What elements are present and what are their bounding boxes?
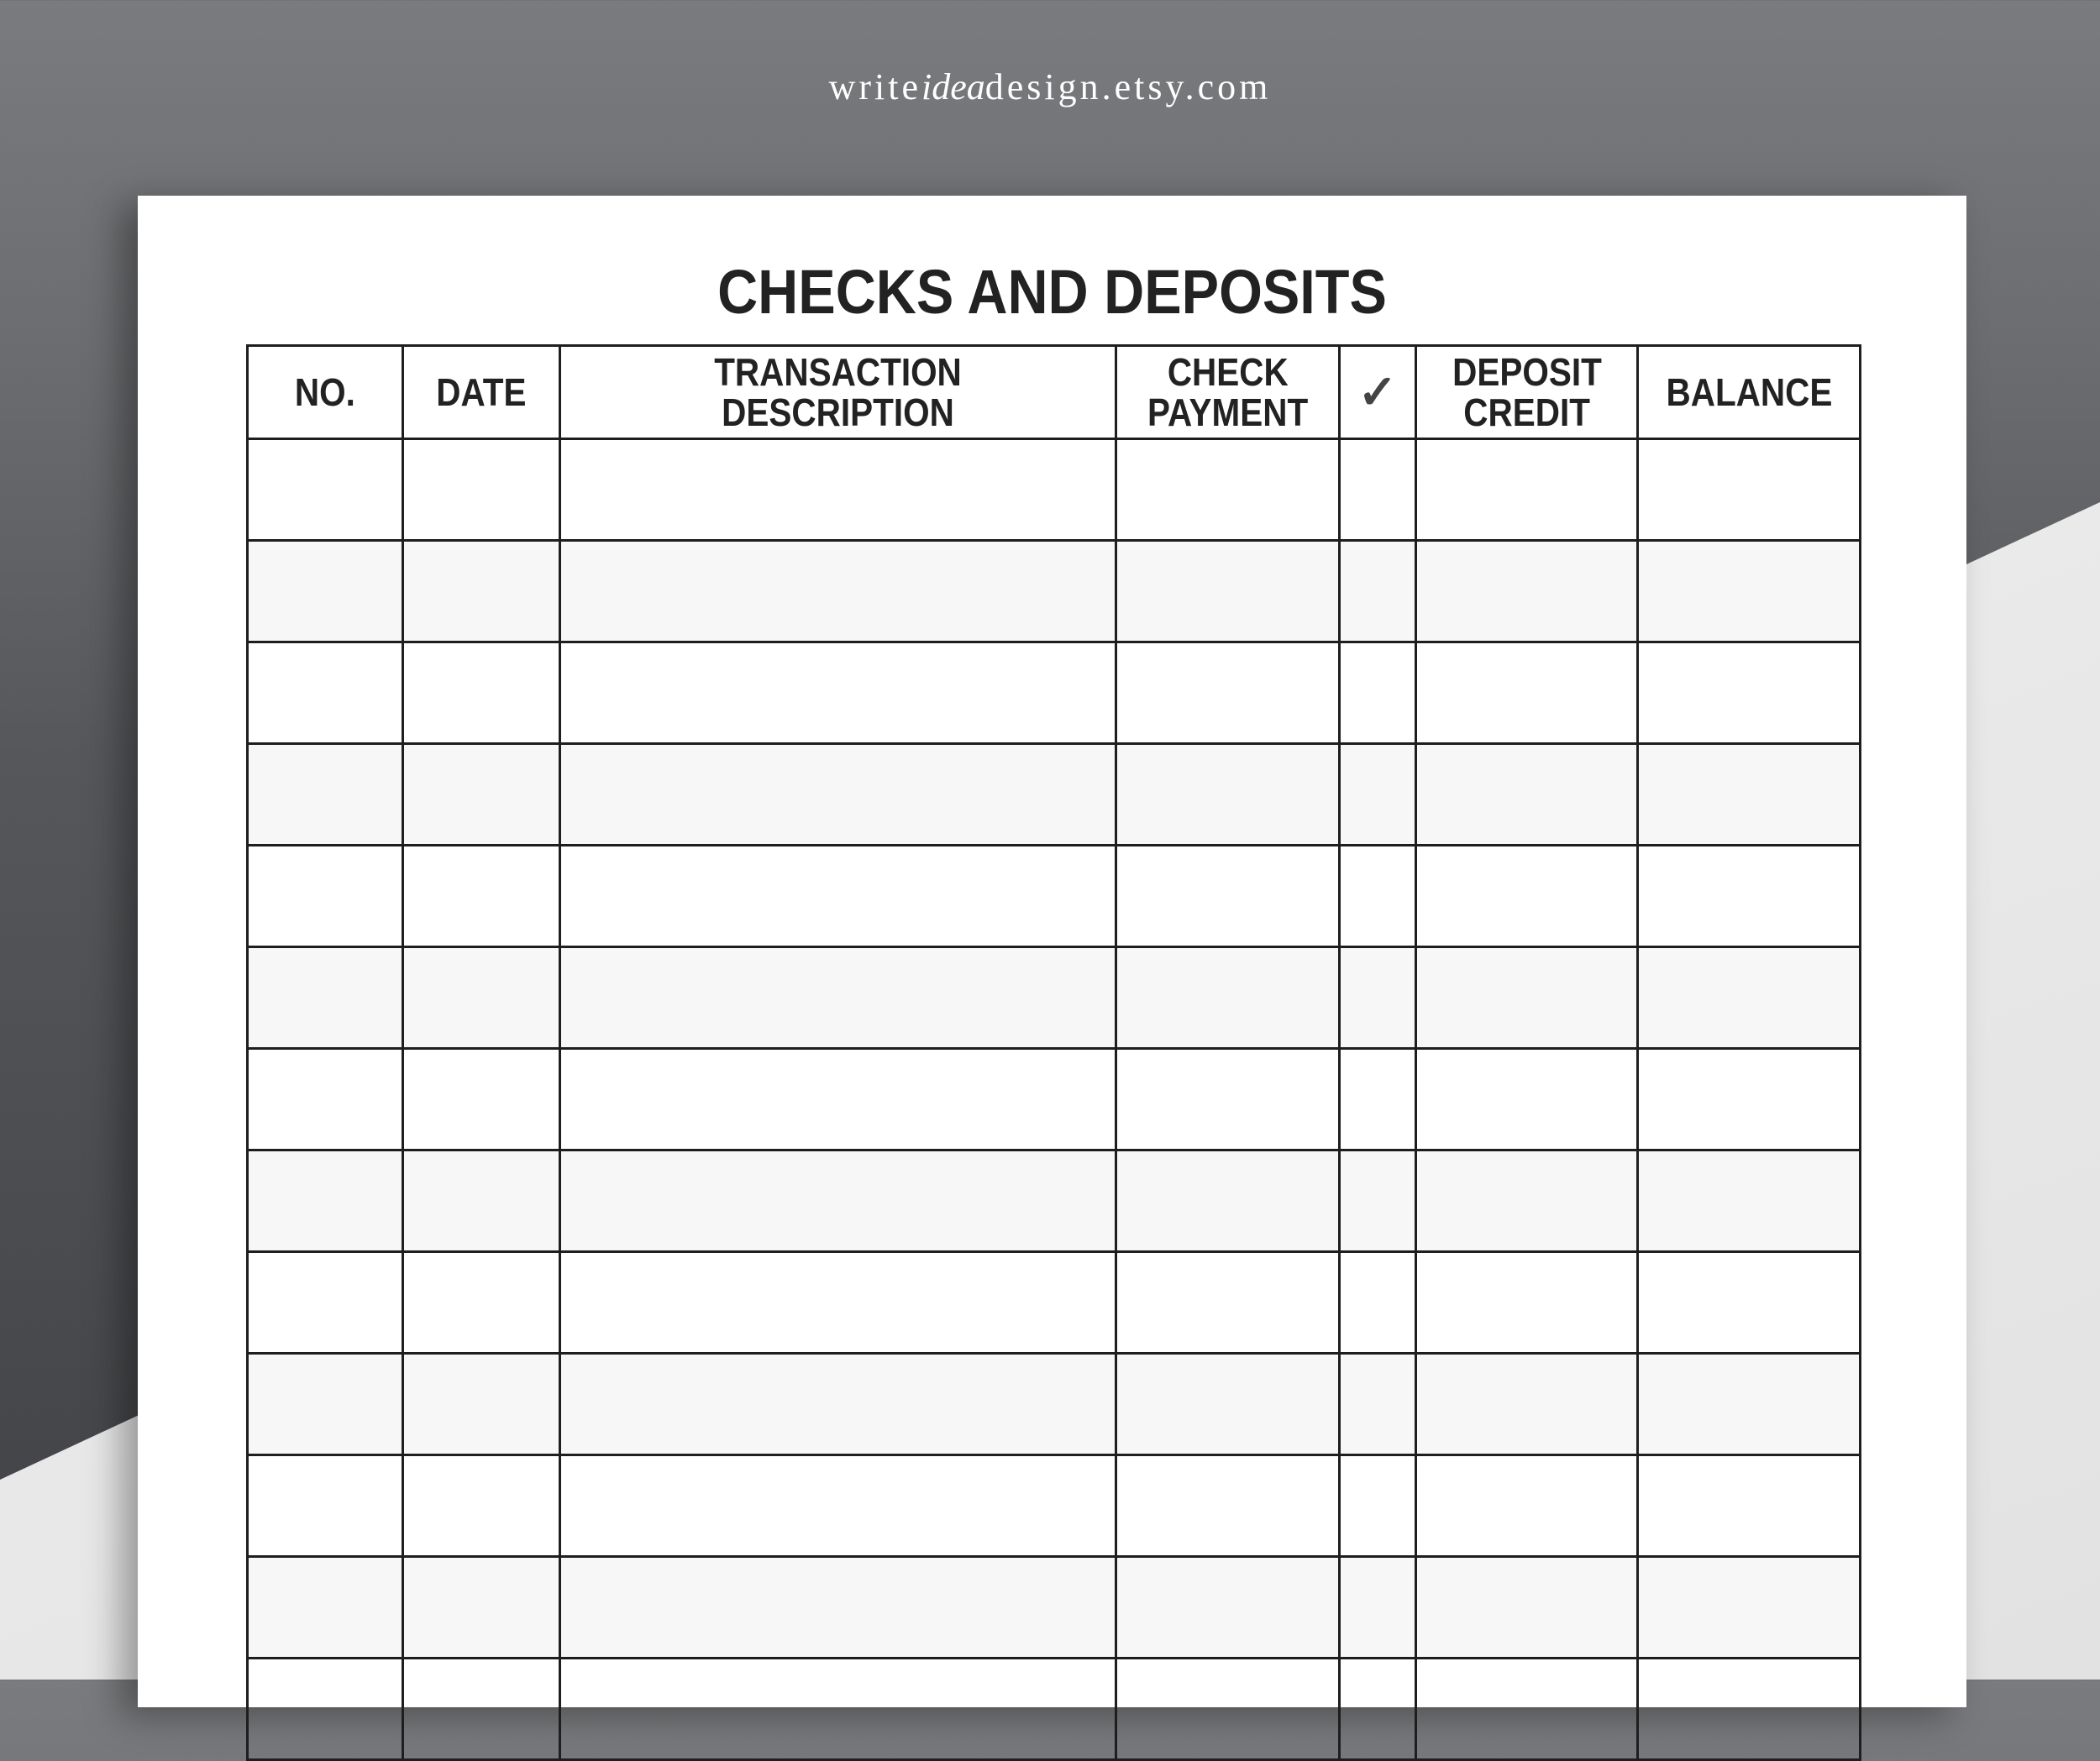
blank-cell[interactable] — [1638, 1049, 1861, 1150]
blank-cell[interactable] — [1340, 744, 1416, 846]
blank-cell[interactable] — [248, 1455, 403, 1557]
blank-cell[interactable] — [1416, 439, 1638, 541]
blank-cell[interactable] — [403, 1150, 560, 1252]
blank-cell[interactable] — [403, 947, 560, 1049]
blank-cell[interactable] — [248, 744, 403, 846]
table-row — [248, 1659, 1861, 1760]
blank-cell[interactable] — [1340, 947, 1416, 1049]
blank-cell[interactable] — [560, 1557, 1116, 1659]
header-check-payment: CHECK PAYMENT — [1116, 346, 1340, 439]
blank-cell[interactable] — [403, 439, 560, 541]
blank-cell[interactable] — [1340, 541, 1416, 642]
blank-cell[interactable] — [1416, 1557, 1638, 1659]
page-title: CHECKS AND DEPOSITS — [717, 257, 1387, 327]
blank-cell[interactable] — [1638, 642, 1861, 744]
blank-cell[interactable] — [1416, 947, 1638, 1049]
blank-cell[interactable] — [248, 1557, 403, 1659]
blank-cell[interactable] — [560, 439, 1116, 541]
blank-cell[interactable] — [1638, 1252, 1861, 1354]
blank-cell[interactable] — [1416, 744, 1638, 846]
blank-cell[interactable] — [1638, 744, 1861, 846]
blank-cell[interactable] — [403, 1252, 560, 1354]
checkmark-icon: ✓ — [1357, 364, 1398, 418]
blank-cell[interactable] — [1116, 541, 1340, 642]
blank-cell[interactable] — [1340, 846, 1416, 947]
blank-cell[interactable] — [248, 642, 403, 744]
blank-cell[interactable] — [1116, 1557, 1340, 1659]
blank-cell[interactable] — [248, 1150, 403, 1252]
header-description: TRANSACTION DESCRIPTION — [560, 346, 1116, 439]
blank-cell[interactable] — [1416, 1252, 1638, 1354]
blank-cell[interactable] — [560, 947, 1116, 1049]
blank-cell[interactable] — [1416, 1049, 1638, 1150]
blank-cell[interactable] — [560, 1455, 1116, 1557]
header-deposit-credit: DEPOSIT CREDIT — [1416, 346, 1638, 439]
blank-cell[interactable] — [1416, 1354, 1638, 1455]
blank-cell[interactable] — [1116, 1049, 1340, 1150]
blank-cell[interactable] — [1416, 846, 1638, 947]
header-balance: BALANCE — [1638, 346, 1861, 439]
blank-cell[interactable] — [403, 744, 560, 846]
blank-cell[interactable] — [1116, 846, 1340, 947]
blank-cell[interactable] — [560, 1049, 1116, 1150]
shop-logo: writeideadesign.etsy.com — [828, 66, 1272, 107]
blank-cell[interactable] — [560, 1354, 1116, 1455]
blank-cell[interactable] — [1416, 1659, 1638, 1760]
blank-cell[interactable] — [1638, 1455, 1861, 1557]
blank-cell[interactable] — [1340, 439, 1416, 541]
blank-cell[interactable] — [1340, 1659, 1416, 1760]
blank-cell[interactable] — [403, 1455, 560, 1557]
table-row — [248, 642, 1861, 744]
table-row — [248, 846, 1861, 947]
blank-cell[interactable] — [1340, 1557, 1416, 1659]
table-row — [248, 947, 1861, 1049]
blank-cell[interactable] — [1116, 1659, 1340, 1760]
header-date: DATE — [403, 346, 560, 439]
header-row — [248, 346, 1861, 439]
table-row — [248, 439, 1861, 541]
blank-cell[interactable] — [248, 1049, 403, 1150]
blank-cell[interactable] — [1340, 1252, 1416, 1354]
blank-cell[interactable] — [248, 541, 403, 642]
blank-cell[interactable] — [1340, 1150, 1416, 1252]
blank-cell[interactable] — [1116, 642, 1340, 744]
blank-cell[interactable] — [1116, 947, 1340, 1049]
blank-cell[interactable] — [1416, 642, 1638, 744]
blank-cell[interactable] — [403, 642, 560, 744]
blank-cell[interactable] — [1638, 541, 1861, 642]
blank-cell[interactable] — [1340, 642, 1416, 744]
blank-cell[interactable] — [248, 1659, 403, 1760]
blank-cell[interactable] — [560, 1252, 1116, 1354]
blank-cell[interactable] — [403, 541, 560, 642]
blank-cell[interactable] — [1638, 439, 1861, 541]
table-row — [248, 1252, 1861, 1354]
blank-cell[interactable] — [560, 642, 1116, 744]
blank-cell[interactable] — [248, 846, 403, 947]
table-row — [248, 541, 1861, 642]
blank-cell[interactable] — [248, 1252, 403, 1354]
blank-cell[interactable] — [1416, 541, 1638, 642]
table-row — [248, 1049, 1861, 1150]
blank-cell[interactable] — [560, 541, 1116, 642]
blank-cell[interactable] — [248, 1354, 403, 1455]
blank-cell[interactable] — [403, 846, 560, 947]
printable-page — [138, 196, 1966, 1707]
table-row — [248, 1354, 1861, 1455]
blank-cell[interactable] — [560, 1659, 1116, 1760]
register-table — [246, 344, 1861, 1761]
blank-cell[interactable] — [248, 947, 403, 1049]
table-row — [248, 744, 1861, 846]
blank-cell[interactable] — [1638, 1150, 1861, 1252]
blank-cell[interactable] — [1116, 439, 1340, 541]
blank-cell[interactable] — [1340, 1455, 1416, 1557]
blank-cell[interactable] — [1416, 1150, 1638, 1252]
blank-cell[interactable] — [248, 439, 403, 541]
blank-cell[interactable] — [560, 1150, 1116, 1252]
table-row — [248, 1455, 1861, 1557]
blank-cell[interactable] — [1416, 1455, 1638, 1557]
blank-cell[interactable] — [1638, 846, 1861, 947]
blank-cell[interactable] — [560, 846, 1116, 947]
blank-cell[interactable] — [1638, 1354, 1861, 1455]
blank-cell[interactable] — [1116, 1252, 1340, 1354]
blank-cell[interactable] — [1638, 1659, 1861, 1760]
blank-cell[interactable] — [403, 1659, 560, 1760]
header-no: NO. — [248, 346, 403, 439]
table-row — [248, 1150, 1861, 1252]
table-row — [248, 1557, 1861, 1659]
header-cleared — [1340, 346, 1416, 439]
blank-cell[interactable] — [403, 1557, 560, 1659]
blank-cell[interactable] — [1116, 1150, 1340, 1252]
blank-cell[interactable] — [560, 744, 1116, 846]
blank-cell[interactable] — [403, 1354, 560, 1455]
blank-cell[interactable] — [1116, 1455, 1340, 1557]
blank-cell[interactable] — [1116, 1354, 1340, 1455]
blank-cell[interactable] — [403, 1049, 560, 1150]
blank-cell[interactable] — [1340, 1049, 1416, 1150]
blank-cell[interactable] — [1340, 1354, 1416, 1455]
blank-cell[interactable] — [1116, 744, 1340, 846]
blank-cell[interactable] — [1638, 947, 1861, 1049]
blank-cell[interactable] — [1638, 1557, 1861, 1659]
